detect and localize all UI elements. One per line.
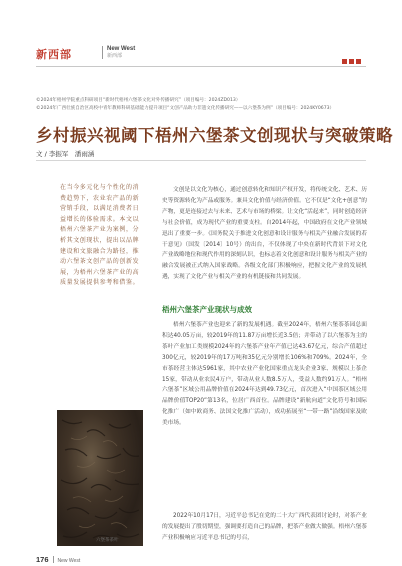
fund-note: ©2024年广西壮族自治区高校中青年教师科研基础能力提升项目“文创产品助力非遗文化传播研究——以六堡茶为例”（项目编号：2024KY0673） bbox=[36, 106, 335, 111]
masthead-english-line1: New West bbox=[107, 46, 136, 52]
article-title: 乡村振兴视阈下梧州六堡茶文创现状与突破策略 bbox=[36, 126, 393, 145]
article-author: 文 / 李振军 潘雨涵 bbox=[36, 150, 95, 158]
body-paragraph: 文创是以文化为核心，通过创意转化和知识产权开发，将传统文化、艺术、历史等资源转化为产品或服务。兼具文化价值与经济价值。它不仅是“文化+创意”的产物，更是连接过去与未来、艺术与市场的桥梁。让文化“活起来”，同时创造经济与社会价值，成为现代产业的重要支柱。自2014年起，中国政府在文化产业领域迅出了重要一步。《国务院关于推进文化创意和设计服务与相关产业融合发展的若干意见》（国发〔2014〕10号）的出台，不仅体现了中央在新时代背景下对文化产业战略地位和现代作用的深刻认识，也标志着文化创意和设计服务与相关产业的融合发展被正式纳入国家战略。各级文化部门积极响应，把握文化产业的发展机遇，实现了文化产业与相关产业的有机链接和共同发展。 bbox=[162, 187, 367, 281]
section-heading: 梧州六堡茶产业现状与成效 bbox=[162, 305, 252, 314]
fund-note: ©2024年梧州学院重点科研项目“新时代梧州六堡茶文化对外传播研究”（项目编号：2024ZD013） bbox=[36, 98, 241, 103]
page-number: 176 bbox=[36, 555, 49, 564]
page-header bbox=[36, 46, 366, 62]
photo-caption: 六堡茶茶叶 bbox=[96, 538, 119, 543]
masthead-logo: 新西部 bbox=[36, 48, 72, 61]
tea-leaves-texture bbox=[57, 410, 143, 546]
publication-name: New West bbox=[57, 558, 81, 564]
masthead-english bbox=[102, 46, 135, 59]
body-paragraph: 梧州六堡茶产业也迎来了新的发展机遇。截至2024年，梧州六堡茶茶园总面积达40.05万亩，较2019年的11.87万亩增长近3.5倍；并带动了以六堡茶为主的茶叶产业加工类规模2024年的六堡茶产业年产值已达43.67亿元，综合产值超过300亿元，较2019年的17万吨和35亿元分别增长106%和709%。2024年，全市茶经营主体达5961家，其中农业产业化国家重点龙头企业3家、规模以上茶企15家，带动从业农民4万户，带动从业人数8.5万人，受益人数约91万人。“梧州六堡茶”区域公用品牌价值在2024年达到49.73亿元，首次进入“中国茶区域公用品牌价值TOP20”第13名，位居广西首位。品牌建设“新航向道”文化符号和国际化推广（如中欧商务、法国文化推广活动），成功拓展至“一带一路”沿线国家及欧美市场。 bbox=[162, 322, 367, 427]
header-divider bbox=[36, 66, 366, 67]
title-divider bbox=[36, 160, 366, 161]
page-footer bbox=[36, 547, 81, 564]
masthead-english-line2: 新西部 bbox=[107, 53, 123, 59]
footer-divider bbox=[53, 556, 54, 563]
tea-leaves-photo bbox=[57, 410, 143, 546]
body-paragraph: 2022年10月17日，习近平总书记在党的二十大广西代表团讨论时，对茶产业的发展提出了殷切期望，强调要打造自己的品牌，把茶产业做大做强。梧州六堡茶产业积极响应习近平总书记的号召， bbox=[162, 513, 367, 541]
abstract: 在当今多元化与个性化的消费趋势下，农业农产品的新营销手段，以满足消费者日益增长的体验需求。本文以梧州六堡茶产业为案例，分析其文创现状，提出以品牌建设和文旅融合为路径，推动六堡茶文创产品的创新发展，为梧州六堡茶产业的高质量发展提供参考和借鉴。 bbox=[60, 184, 140, 287]
